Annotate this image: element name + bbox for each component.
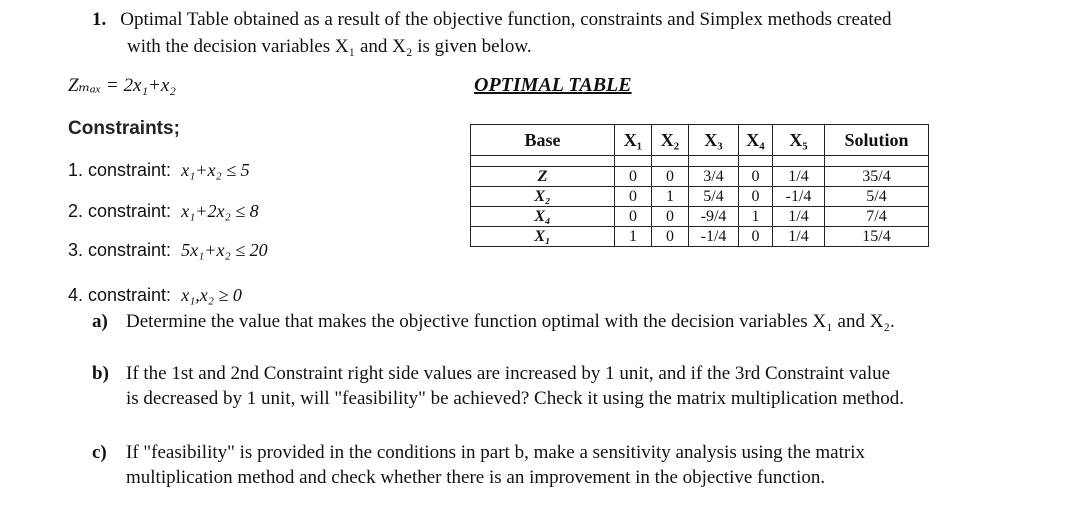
table-cell: 0: [739, 187, 773, 207]
constraint-4: [68, 285, 242, 306]
table-cell: -9/4: [689, 207, 739, 227]
table-cell: 1: [652, 187, 689, 207]
constraint-label: 2. constraint:: [68, 201, 172, 221]
constraint-label: 4. constraint:: [68, 285, 172, 305]
table-cell: 1/4: [773, 207, 825, 227]
constraint-expr: x₁+2x₂ ≤ 8: [181, 201, 259, 221]
table-cell: 5/4: [825, 187, 929, 207]
table-cell: 5/4: [689, 187, 739, 207]
table-row: [471, 227, 929, 247]
table-cell: 0: [652, 227, 689, 247]
part-line: If "feasibility" is provided in the conditions in part b, make a sensitivity analysis using the matrix: [126, 442, 865, 463]
optimal-table: [470, 124, 929, 247]
constraint-2: [68, 201, 259, 222]
table-cell: 0: [615, 167, 652, 187]
part-line: is decreased by 1 unit, will "feasibility" be achieved? Check it using the matrix multiplication method.: [126, 388, 904, 409]
table-cell: 1/4: [773, 227, 825, 247]
constraint-expr: x₁+x₂ ≤ 5: [181, 160, 250, 180]
table-cell: X₂: [471, 187, 615, 207]
constraints-title: Constraints;: [68, 118, 180, 139]
table-cell: 1: [739, 207, 773, 227]
optimal-table-title: OPTIMAL TABLE: [474, 74, 632, 96]
table-cell: -1/4: [773, 187, 825, 207]
constraint-label: 3. constraint:: [68, 240, 172, 260]
question-line-1: Optimal Table obtained as a result of the objective function, constraints and Simplex methods created: [120, 9, 892, 30]
part-a: [92, 309, 895, 334]
question-number: 1.: [92, 9, 107, 30]
objective-function: Zₘₐₓ = 2x₁+x₂: [68, 75, 176, 96]
constraint-label: 1. constraint:: [68, 160, 172, 180]
question-header: [92, 6, 892, 60]
header-base: Base: [471, 125, 615, 156]
table-cell: 3/4: [689, 167, 739, 187]
part-line: multiplication method and check whether there is an improvement in the objective function.: [126, 467, 826, 488]
table-cell: 0: [739, 167, 773, 187]
constraint-expr: 5x₁+x₂ ≤ 20: [181, 240, 268, 260]
table-row: [471, 207, 929, 227]
table-cell: 1/4: [773, 167, 825, 187]
table-cell: 0: [652, 207, 689, 227]
table-cell: X₁: [471, 227, 615, 247]
part-line: Determine the value that makes the objective function optimal with the decision variables X₁ and X₂.: [126, 311, 895, 332]
table-cell: 0: [739, 227, 773, 247]
header-x3: X₃: [689, 125, 739, 156]
constraint-expr: x₁,x₂ ≥ 0: [181, 285, 242, 305]
header-x5: X₅: [773, 125, 825, 156]
table-row: [471, 187, 929, 207]
table-cell: 0: [615, 187, 652, 207]
table-cell: 0: [615, 207, 652, 227]
header-x2: X₂: [652, 125, 689, 156]
part-letter: b): [92, 363, 109, 384]
table-cell: 0: [652, 167, 689, 187]
header-x1: X₁: [615, 125, 652, 156]
constraint-1: [68, 160, 250, 181]
header-x4: X₄: [739, 125, 773, 156]
table-cell: 7/4: [825, 207, 929, 227]
question-line-2: with the decision variables X₁ and X₂ is given below.: [127, 36, 532, 57]
table-cell: X₄: [471, 207, 615, 227]
table-cell: -1/4: [689, 227, 739, 247]
table-cell: 35/4: [825, 167, 929, 187]
header-solution: Solution: [825, 125, 929, 156]
part-line: If the 1st and 2nd Constraint right side values are increased by 1 unit, and if the 3rd Constraint value: [126, 363, 891, 384]
constraint-3: [68, 240, 268, 261]
table-cell: 15/4: [825, 227, 929, 247]
table-row: [471, 167, 929, 187]
table-cell: 1: [615, 227, 652, 247]
part-letter: c): [92, 442, 107, 463]
part-c: [92, 440, 865, 490]
table-cell: Z: [471, 167, 615, 187]
part-letter: a): [92, 311, 108, 332]
table-header-row: [471, 125, 929, 156]
part-b: [92, 361, 904, 411]
table-gap: [471, 156, 929, 167]
